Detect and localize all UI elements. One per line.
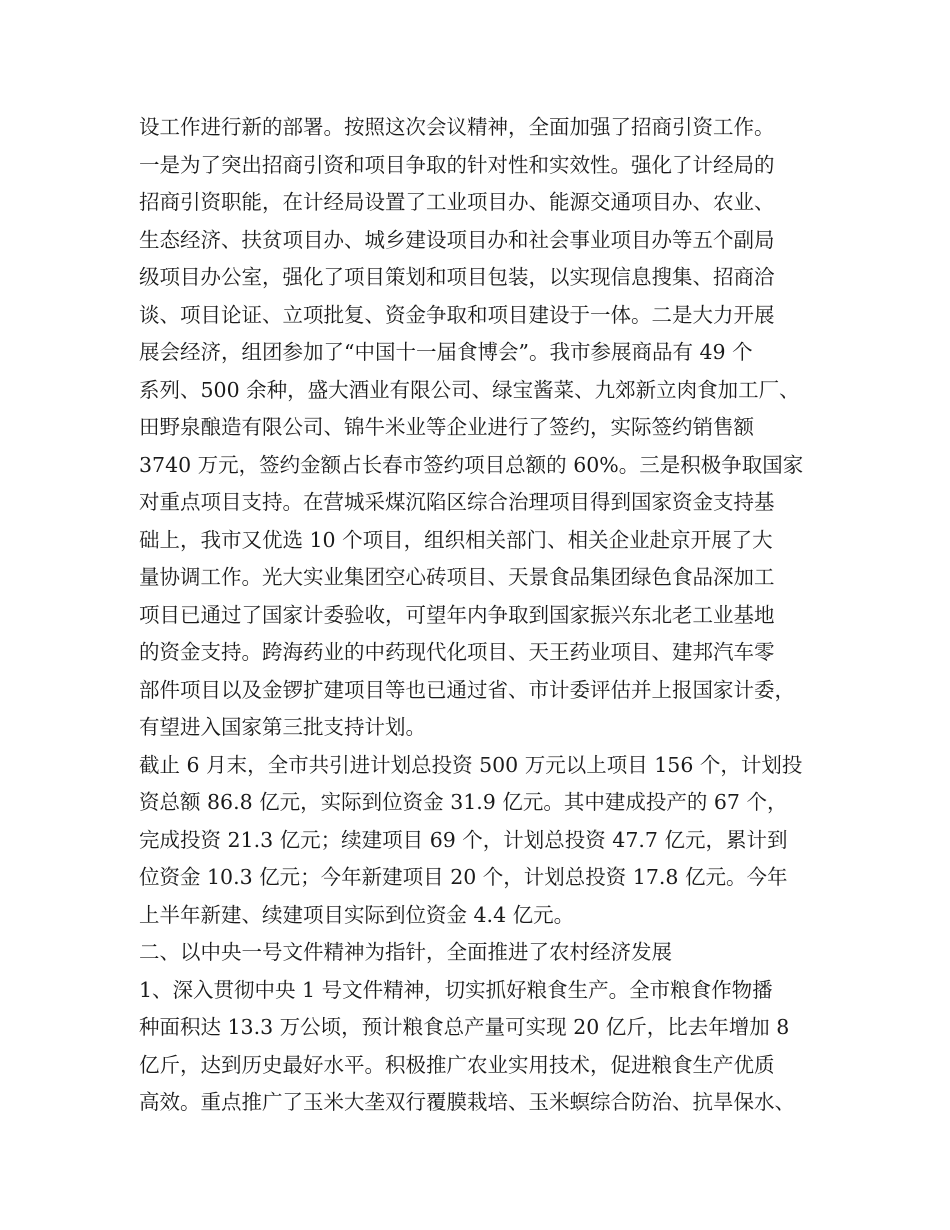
text-line: 完成投资 21.3 亿元；续建项目 69 个，计划总投资 47.7 亿元，累计到 <box>139 827 788 852</box>
text-line: 部件项目以及金锣扩建项目等也已通过省、市计委评估并上报国家计委， <box>139 677 795 702</box>
text-line: 设工作进行新的部署。按照这次会议精神，全面加强了招商引资工作。 <box>139 115 775 139</box>
text-line: 展会经济，组团参加了“中国十一届食博会”。我市参展商品有 49 个 <box>139 340 753 364</box>
text-line: 高效。重点推广了玉米大垄双行覆膜栽培、玉米螟综合防治、抗旱保水、 <box>139 1090 795 1114</box>
text-line: 对重点项目支持。在营城采煤沉陷区综合治理项目得到国家资金支持基 <box>139 490 775 514</box>
text-line: 1、深入贯彻中央 1 号文件精神，切实抓好粮食生产。全市粮食作物播 <box>139 977 773 1002</box>
text-line: 谈、项目论证、立项批复、资金争取和项目建设于一体。二是大力开展 <box>139 302 775 327</box>
text-line: 种面积达 13.3 万公顷，预计粮食总产量可实现 20 亿斤，比去年增加 8 <box>139 1015 790 1039</box>
text-line: 级项目办公室，强化了项目策划和项目包装，以实现信息搜集、招商洽 <box>139 265 775 289</box>
text-line: 田野泉酿造有限公司、锦牛米业等企业进行了签约，实际签约销售额 <box>139 415 754 439</box>
text-line: 招商引资职能，在计经局设置了工业项目办、能源交通项目办、农业、 <box>139 190 775 214</box>
text-line: 截止 6 月末，全市共引进计划总投资 500 万元以上项目 156 个，计划投 <box>139 752 803 777</box>
text-line: 亿斤，达到历史最好水平。积极推广农业实用技术，促进粮食生产优质 <box>139 1052 775 1077</box>
text-line: 系列、500 余种，盛大酒业有限公司、绿宝酱菜、九郊新立肉食加工厂、 <box>139 377 800 402</box>
text-line: 有望进入国家第三批支持计划。 <box>139 715 426 739</box>
text-line: 的资金支持。跨海药业的中药现代化项目、天王药业项目、建邦汽车零 <box>139 640 775 664</box>
text-line: 资总额 86.8 亿元，实际到位资金 31.9 亿元。其中建成投产的 67 个， <box>139 790 788 814</box>
section-heading: 二、以中央一号文件精神为指针，全面推进了农村经济发展 <box>139 940 672 964</box>
body-text <box>139 109 839 1122</box>
text-line: 项目已通过了国家计委验收，可望年内争取到国家振兴东北老工业基地 <box>139 602 775 627</box>
text-line: 位资金 10.3 亿元；今年新建项目 20 个，计划总投资 17.8 亿元。今年 <box>139 865 788 889</box>
text-line: 础上，我市又优选 10 个项目，组织相关部门、相关企业赴京开展了大 <box>139 527 773 552</box>
text-line: 上半年新建、续建项目实际到位资金 4.4 亿元。 <box>139 902 575 927</box>
text-line: 一是为了突出招商引资和项目争取的针对性和实效性。强化了计经局的 <box>139 152 775 177</box>
text-line: 量协调工作。光大实业集团空心砖项目、天景食品集团绿色食品深加工 <box>139 565 775 589</box>
text-line: 3740 万元，签约金额占长春市签约项目总额的 60%。三是积极争取国家 <box>139 452 804 477</box>
text-line: 生态经济、扶贫项目办、城乡建设项目办和社会事业项目办等五个副局 <box>139 227 775 252</box>
